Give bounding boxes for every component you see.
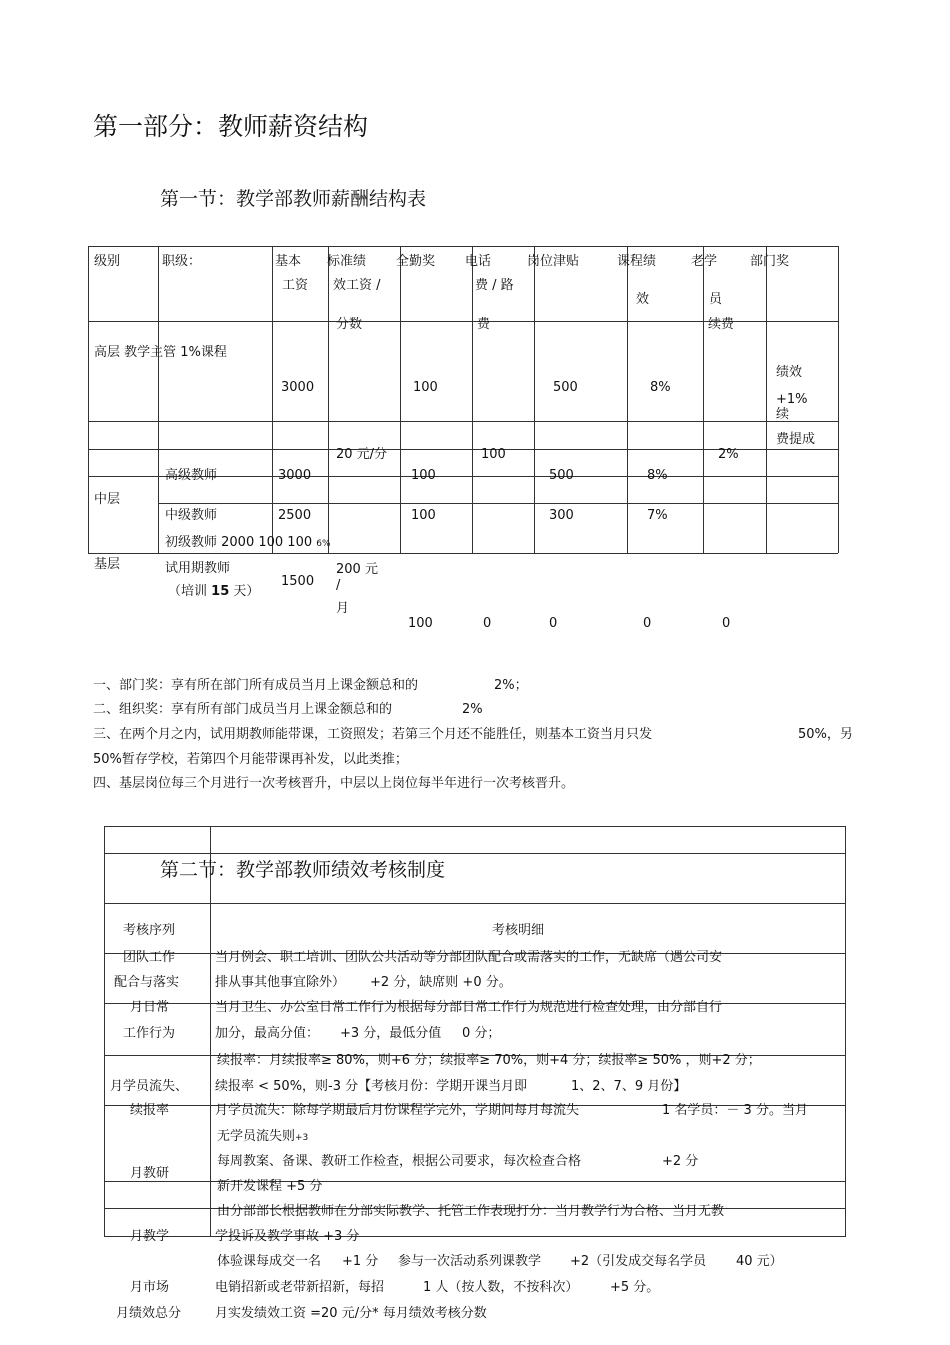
shared-phone: 100 (481, 447, 506, 462)
header-dept: 部门奖 (750, 254, 790, 269)
junior-teacher-course: 6% (316, 539, 331, 549)
header-renew: 老学 (691, 254, 718, 269)
renew-detail-text: 无学员流失则 (217, 1129, 296, 1144)
grid-line (88, 553, 838, 554)
grid-line (845, 826, 846, 1236)
header-position: 职级： (162, 254, 202, 269)
note-3-continued: 50%暂存学校，若第四个月能带课再补发，以此类推； (93, 752, 408, 767)
trial-training-post: 天） (233, 584, 260, 599)
renew-detail (217, 1128, 308, 1147)
renew-label: 月学员流失、 (110, 1079, 189, 1094)
market-detail: +5 分。 (610, 1280, 660, 1295)
renew-label: 续报率 (130, 1103, 170, 1118)
trial-perf: 月 (336, 601, 350, 616)
team-detail: 当月例会、职工培训、团队公共活动等分部团队配合或需落实的工作，无缺席（遇公司安 (215, 950, 723, 965)
header-attendance: 全勤奖 (396, 254, 436, 269)
trial-training-pre: （培训 (168, 584, 208, 599)
grid-line (158, 503, 838, 504)
renew-detail-score: +3 (295, 1133, 309, 1143)
senior-dept: 费提成 (776, 432, 816, 447)
research-detail: +2 分 (662, 1154, 699, 1169)
section2-title: 第二节：教学部教师绩效考核制度 (160, 859, 446, 881)
header-phone: 费 / 路 (475, 278, 514, 293)
senior-course: 8% (650, 380, 671, 395)
grid-line (104, 903, 846, 904)
senior-base: 3000 (281, 380, 315, 395)
note-2-value: 2% (462, 702, 483, 717)
shared-renew: 2% (718, 447, 739, 462)
trial-attendance: 100 (408, 616, 433, 631)
trial-training (168, 583, 259, 600)
header-course: 效 (636, 292, 650, 307)
grid-line (328, 246, 329, 553)
grid-line (703, 246, 704, 553)
senior-teacher-course: 8% (647, 468, 668, 483)
grid-line (104, 826, 846, 827)
renew-detail: 1 名学员：－ 3 分。当月 (662, 1103, 808, 1118)
base-level-label: 基层 (94, 557, 121, 572)
grid-line (534, 246, 535, 553)
daily-detail: 当月卫生、办公室日常工作行为根据每分部日常工作行为规范进行检查处理，由分部自行 (215, 1000, 723, 1015)
grid-line (158, 246, 159, 553)
header-phone: 电话 (465, 254, 492, 269)
research-detail: 每周教案、备课、教研工作检查，根据公司要求，每次检查合格 (217, 1154, 582, 1169)
grid-line (88, 246, 89, 553)
header-renew: 员 (709, 292, 723, 307)
junior-teacher-line: 初级教师 2000 100 100 (165, 535, 313, 550)
research-detail: 新开发课程 +5 分 (217, 1179, 323, 1194)
daily-detail: 0 分； (462, 1026, 501, 1041)
header-sequence: 考核序列 (123, 923, 176, 938)
renew-detail: 续报率 < 50%，则-3 分【考核月份：学期开课当月即 (215, 1079, 528, 1094)
market-detail: +2（引发成交每名学员 (570, 1254, 707, 1269)
mid-teacher-attendance: 100 (411, 508, 436, 523)
mid-teacher-post: 300 (549, 508, 574, 523)
market-detail: 体验课每成交一名 (217, 1254, 322, 1269)
trial-perf: 200 元 (336, 562, 378, 577)
mid-teacher-course: 7% (647, 508, 668, 523)
market-detail: 参与一次活动系列课教学 (398, 1254, 542, 1269)
mid-teacher-name: 中级教师 (165, 508, 218, 523)
page-title: 第一部分：教师薪资结构 (93, 112, 369, 141)
grid-line (766, 246, 767, 553)
junior-teacher-row (165, 534, 331, 553)
senior-label: 高层 教学主管 1%课程 (94, 345, 227, 360)
header-perf: 分数 (336, 317, 363, 332)
total-label: 月绩效总分 (116, 1306, 182, 1321)
shared-perf: 20 元/分 (336, 447, 388, 462)
grid-line (104, 1181, 846, 1182)
senior-teacher-base: 3000 (278, 468, 312, 483)
middle-label: 中层 (94, 492, 121, 507)
grid-line (472, 246, 473, 553)
team-detail: 排从事其他事宜除外） (215, 975, 346, 990)
grid-line (88, 421, 838, 422)
teach-detail: 学投诉及教学事故 +3 分 (215, 1229, 360, 1244)
header-perf: 效工资 / (333, 278, 381, 293)
header-base: 工资 (282, 278, 309, 293)
note-4: 四、基层岗位每三个月进行一次考核晋升，中层以上岗位每半年进行一次考核晋升。 (93, 776, 575, 791)
senior-dept: +1% (776, 392, 808, 407)
senior-dept: 续 (776, 407, 790, 422)
trial-post: 0 (549, 616, 558, 631)
trial-training-days: 15 (211, 584, 230, 599)
grid-line (88, 246, 838, 247)
daily-detail: +3 分，最低分值 (340, 1026, 442, 1041)
note-2: 二、组织奖：享有所有部门成员当月上课金额总和的 (93, 702, 393, 717)
header-course: 课程绩 (617, 254, 657, 269)
grid-line (272, 246, 273, 553)
market-detail: 电销招新或老带新招新，每招 (215, 1280, 385, 1295)
grid-line (104, 826, 105, 1236)
grid-line (104, 853, 846, 854)
market-detail: 40 元） (736, 1254, 783, 1269)
header-renew: 续费 (708, 317, 735, 332)
grid-line (838, 246, 839, 553)
trial-renew: 0 (722, 616, 731, 631)
header-post: 岗位津贴 (527, 254, 580, 269)
mid-teacher-base: 2500 (278, 508, 312, 523)
trial-teacher-name: 试用期教师 (165, 561, 231, 576)
note-1-value: 2%； (494, 678, 528, 693)
research-label: 月教研 (130, 1166, 170, 1181)
grid-line (627, 246, 628, 553)
grid-line (400, 246, 401, 553)
teach-detail: 由分部部长根据教师在分部实际教学、托管工作表现打分：当月教学行为合格、当月无教 (217, 1204, 725, 1219)
trial-course: 0 (643, 616, 652, 631)
trial-base: 1500 (281, 574, 315, 589)
team-label: 配合与落实 (114, 975, 180, 990)
section1-title: 第一节：教学部教师薪酬结构表 (160, 188, 427, 210)
senior-dept: 绩效 (776, 365, 803, 380)
total-formula: 月实发绩效工资 =20 元/分* 每月绩效考核分数 (215, 1306, 487, 1321)
market-detail: +1 分 (342, 1254, 379, 1269)
senior-teacher-attendance: 100 (411, 468, 436, 483)
daily-label: 月日常 (130, 1000, 170, 1015)
team-detail: +2 分，缺席则 +0 分。 (370, 975, 512, 990)
market-detail: 1 人（按人数，不按科次） (423, 1280, 579, 1295)
market-label: 月市场 (130, 1280, 170, 1295)
header-detail: 考核明细 (492, 923, 545, 938)
note-3-value: 50%，另 (798, 727, 853, 742)
header-base: 基本 (275, 254, 302, 269)
renew-detail: 续报率：月续报率≥ 80%，则+6 分；续报率≥ 70%，则+4 分；续报率≥ 50% ，则+2 分； (217, 1053, 761, 1068)
header-level: 级别 (94, 254, 121, 269)
trial-phone: 0 (483, 616, 492, 631)
header-phone: 费 (477, 317, 491, 332)
header-perf: 标准绩 (327, 254, 367, 269)
team-label: 团队工作 (123, 950, 176, 965)
senior-attendance: 100 (413, 380, 438, 395)
teach-label: 月教学 (130, 1229, 170, 1244)
trial-perf: / (336, 578, 341, 593)
note-3: 三、在两个月之内，试用期教师能带课，工资照发；若第三个月还不能胜任，则基本工资当月只发 (93, 727, 653, 742)
daily-label: 工作行为 (123, 1026, 176, 1041)
note-1: 一、部门奖：享有所在部门所有成员当月上课金额总和的 (93, 678, 419, 693)
grid-line (210, 826, 211, 1236)
senior-teacher-post: 500 (549, 468, 574, 483)
senior-post: 500 (553, 380, 578, 395)
renew-detail: 月学员流失：除每学期最后月份课程学完外，学期间每月每流失 (215, 1103, 580, 1118)
senior-teacher-name: 高级教师 (165, 468, 218, 483)
renew-detail: 1、2、7、9 月份】 (571, 1079, 687, 1094)
daily-detail: 加分，最高分值： (215, 1026, 320, 1041)
